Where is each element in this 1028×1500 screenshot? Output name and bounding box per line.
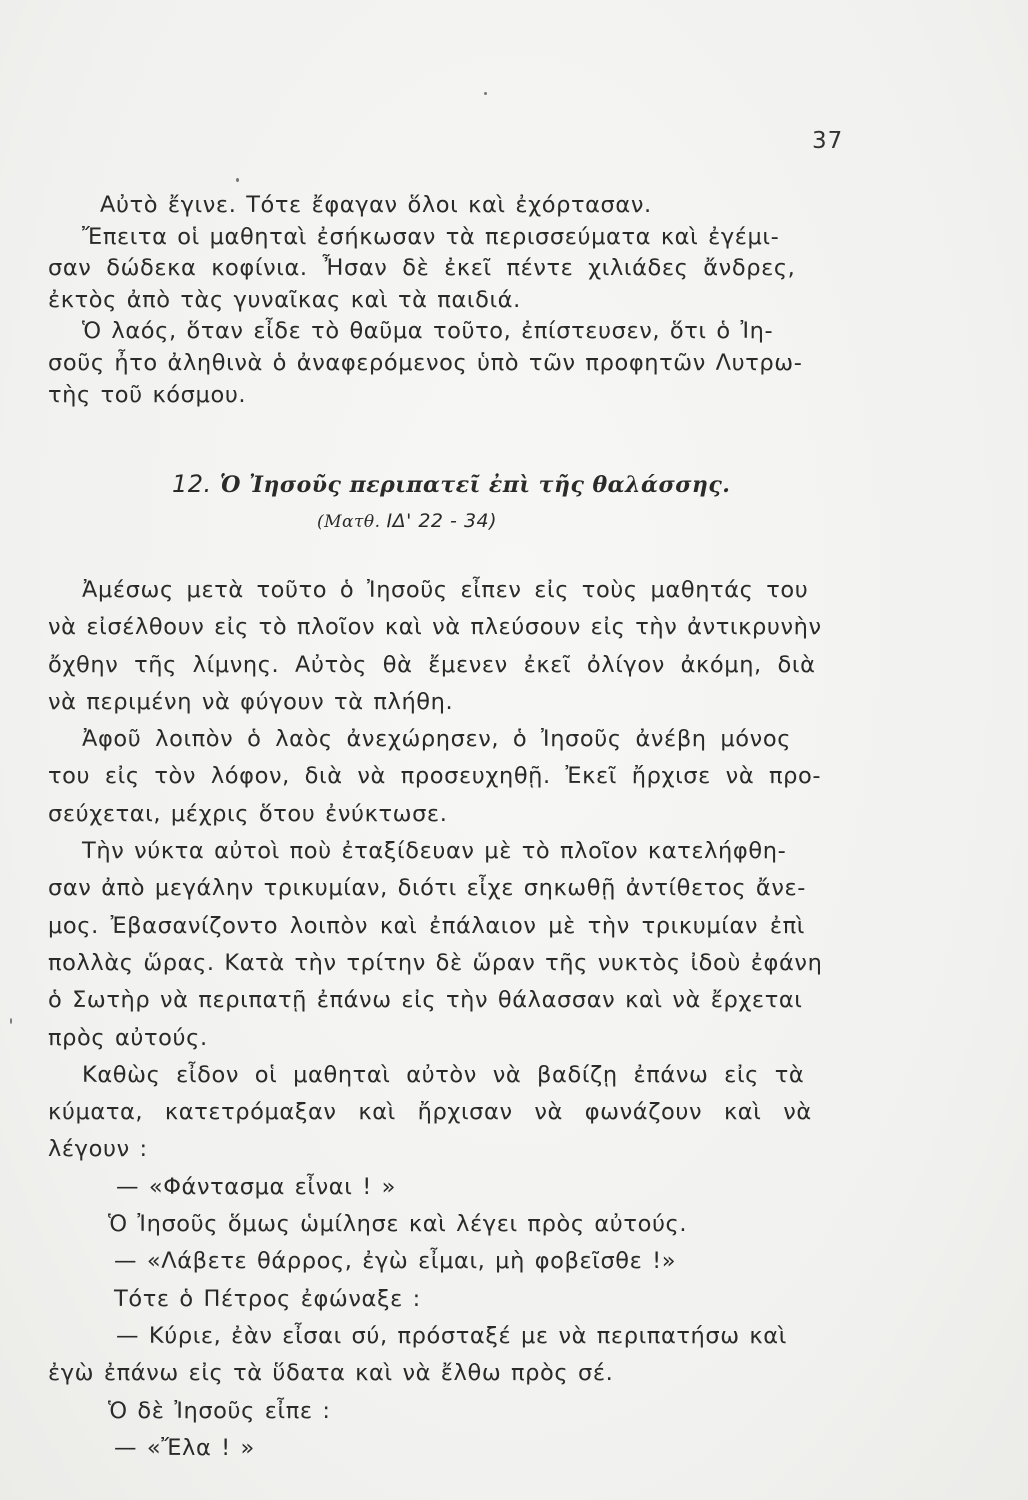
section-title: Ὁ Ἰησοῦς περιπατεῖ ἐπὶ τῆς θαλάσσης. [219,472,731,498]
text-line: Καθὼς εἶδον οἱ μαθηταὶ αὐτὸν νὰ βαδίζῃ ἐπάνω εἰς τὰ [82,1061,805,1088]
top-passage [48,190,918,411]
text-line: τὴς τοῦ κόσμου. [48,381,247,408]
text-line: ἐκτὸς ἀπὸ τὰς γυναῖκας καὶ τὰ παιδιά. [48,286,521,313]
text-line: Ὁ Ἰησοῦς ὅμως ὡμίλησε καὶ λέγει πρὸς αὐτούς. [108,1211,688,1238]
text-line: σοῦς ἦτο ἀληθινὰ ὁ ἀναφερόμενος ὑπὸ τῶν προφητῶν Λυτρω- [48,349,803,376]
text-line: ὁ Σωτὴρ νὰ περιπατῇ ἐπάνω εἰς τὴν θάλασσαν καὶ νὰ ἔρχεται [48,987,803,1014]
text-line: σεύχεται, μέχρις ὅτου ἐνύκτωσε. [48,800,448,827]
print-speck [484,92,487,95]
text-line: — «Φάντασμα εἶναι ! » [116,1173,396,1200]
text-line: νὰ εἰσέλθουν εἰς τὸ πλοῖον καὶ νὰ πλεύσουν εἰς τὴν ἀντικρυνὴν [48,614,822,641]
text-line: — «Λάβετε θάρρος, ἐγὼ εἶμαι, μὴ φοβεῖσθε !» [114,1248,677,1275]
text-line: Ἀφοῦ λοιπὸν ὁ λαὸς ἀνεχώρησεν, ὁ Ἰησοῦς ἀνέβη μόνος [82,726,792,753]
text-line: του εἰς τὸν λόφον, διὰ νὰ προσευχηθῇ. Ἐκεῖ ἤρχισε νὰ προ- [48,763,822,790]
reference-verses: ΙΔ' 22 - 34) [386,510,498,532]
text-line: Ὁ λαός, ὅταν εἶδε τὸ θαῦμα τοῦτο, ἐπίστευσεν, ὅτι ὁ Ἰη- [82,318,774,345]
page-number: 37 [812,128,844,154]
text-line: νὰ περιμένη νὰ φύγουν τὰ πλήθη. [48,688,454,715]
text-line: κύματα, κατετρόμαξαν καὶ ἤρχισαν νὰ φωνάζουν καὶ νὰ [48,1099,812,1126]
text-line: Τότε ὁ Πέτρος ἐφώναξε : [114,1285,421,1312]
text-line: πολλὰς ὥρας. Κατὰ τὴν τρίτην δὲ ὥραν τῆς νυκτὸς ἰδοὺ ἐφάνη [48,949,823,976]
reference-book: (Ματθ. [317,512,381,532]
text-line: — «Ἔλα ! » [114,1434,255,1461]
text-line: σαν δώδεκα κοφίνια. Ἦσαν δὲ ἐκεῖ πέντε χιλιάδες ἄνδρες, [48,255,796,282]
text-line: Ἔπειτα οἱ μαθηταὶ ἐσήκωσαν τὰ περισσεύματα καὶ ἐγέμι- [82,223,780,250]
text-line: λέγουν : [48,1136,148,1163]
text-line: Αὐτὸ ἔγινε. Τότε ἔφαγαν ὅλοι καὶ ἐχόρτασαν. [100,192,652,218]
print-speck [10,1018,12,1024]
text-line: σαν ἀπὸ μεγάλην τρικυμίαν, διότι εἶχε σηκωθῇ ἀντίθετος ἄνε- [48,875,806,902]
text-line: ἐγὼ ἐπάνω εἰς τὰ ὕδατα καὶ νὰ ἔλθω πρὸς σέ. [48,1360,614,1387]
text-line: Ἀμέσως μετὰ τοῦτο ὁ Ἰησοῦς εἶπεν εἰς τοὺς μαθητάς του [82,577,809,603]
section-heading [172,470,730,498]
text-line: μος. Ἐβασανίζοντο λοιπὸν καὶ ἐπάλαιον μὲ τὴν τρικυμίαν ἐπὶ [48,912,805,939]
scripture-reference [317,510,497,532]
main-passage [48,572,928,1467]
section-number: 12. [172,470,212,498]
text-line: — Κύριε, ἐὰν εἶσαι σύ, πρόσταξέ με νὰ περιπατήσω καὶ [116,1322,787,1349]
print-speck [236,178,239,182]
text-line: Τὴν νύκτα αὐτοὶ ποὺ ἐταξίδευαν μὲ τὸ πλοῖον κατελήφθη- [82,838,787,865]
text-line: ὄχθην τῆς λίμνης. Αὐτὸς θὰ ἔμενεν ἐκεῖ ὀλίγον ἀκόμη, διὰ [48,651,816,678]
text-line: πρὸς αὐτούς. [48,1024,208,1051]
text-line: Ὁ δὲ Ἰησοῦς εἶπε : [108,1397,331,1424]
